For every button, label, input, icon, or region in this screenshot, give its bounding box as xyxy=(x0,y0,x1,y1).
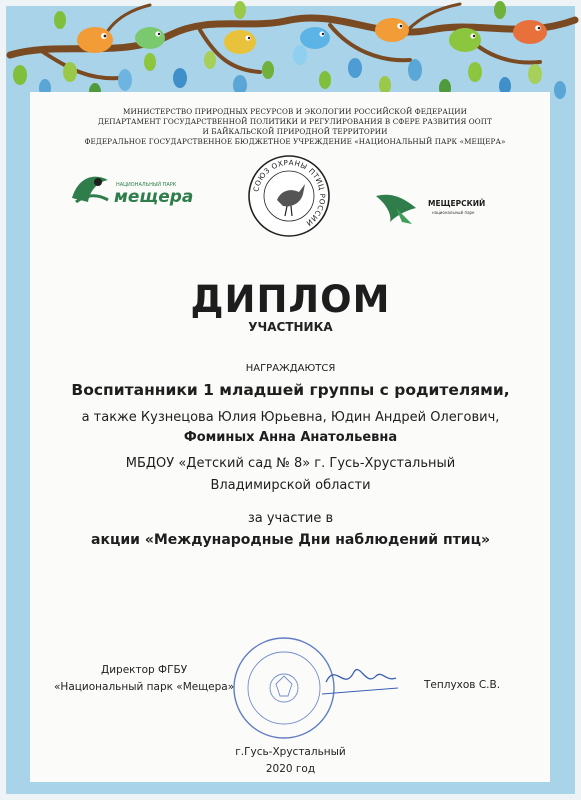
svg-text:НАЦИОНАЛЬНЫЙ ПАРК: НАЦИОНАЛЬНЫЙ ПАРК xyxy=(116,182,177,188)
recipients-line-1: Воспитанники 1 младшей группы с родителями, xyxy=(71,381,510,399)
signatory-name: Теплухов С.В. xyxy=(424,679,501,691)
institution-line-2: Владимирской области xyxy=(210,478,371,493)
award-label: НАГРАЖДАЮТСЯ xyxy=(245,363,336,374)
signatory-position xyxy=(54,662,234,696)
svg-text:СОЮЗ ОХРАНЫ ПТИЦ РОССИИ: СОЮЗ ОХРАНЫ ПТИЦ РОССИИ xyxy=(251,157,328,228)
header-line-3: И БАЙКАЛЬСКОЙ ПРИРОДНОЙ ТЕРРИТОРИИ xyxy=(202,127,388,136)
ministry-header xyxy=(60,107,530,147)
diploma-subtitle: УЧАСТНИКА xyxy=(248,320,333,334)
year: 2020 год xyxy=(265,763,316,775)
header-line-4: ФЕДЕРАЛЬНОЕ ГОСУДАРСТВЕННОЕ БЮДЖЕТНОЕ УЧРЕЖДЕНИЕ «НАЦИОНАЛЬНЫЙ ПАРК «МЕЩЕРА» xyxy=(84,137,506,146)
city: г.Гусь-Хрустальный xyxy=(235,746,346,758)
place-and-year xyxy=(0,744,581,778)
svg-text:мещера: мещера xyxy=(114,187,194,207)
header-line-2: ДЕПАРТАМЕНТ ГОСУДАРСТВЕННОЙ ПОЛИТИКИ И РЕГУЛИРОВАНИЯ В СФЕРЕ РАЗВИТИЯ ООПТ xyxy=(98,117,492,126)
institution-line-1: МБДОУ «Детский сад № 8» г. Гусь-Хрустальный xyxy=(125,456,456,471)
header-line-1: МИНИСТЕРСТВО ПРИРОДНЫХ РЕСУРСОВ И ЭКОЛОГИИ РОССИЙСКОЙ ФЕДЕРАЦИИ xyxy=(123,107,467,116)
meshchersky-park-logo xyxy=(372,186,490,232)
recipients-line-2: а также Кузнецова Юлия Юрьевна, Юдин Андрей Олегович, xyxy=(81,410,500,425)
official-stamp xyxy=(226,632,406,742)
meshchera-park-logo xyxy=(68,168,208,212)
svg-text:МЕЩЕРСКИЙ: МЕЩЕРСКИЙ xyxy=(428,199,486,208)
recipients-line-3: Фоминых Анна Анатольевна xyxy=(183,430,398,445)
signatory-position-line-2: «Национальный парк «Мещера» xyxy=(54,681,235,693)
signatory-position-line-1: Директор ФГБУ xyxy=(101,664,188,676)
diploma-title: ДИПЛОМ xyxy=(190,278,391,321)
bird-union-seal xyxy=(247,154,331,238)
reason-line-2: акции «Международные Дни наблюдений птиц» xyxy=(91,532,490,548)
svg-text:национальный парк: национальный парк xyxy=(432,210,475,215)
reason-line-1: за участие в xyxy=(247,511,334,526)
